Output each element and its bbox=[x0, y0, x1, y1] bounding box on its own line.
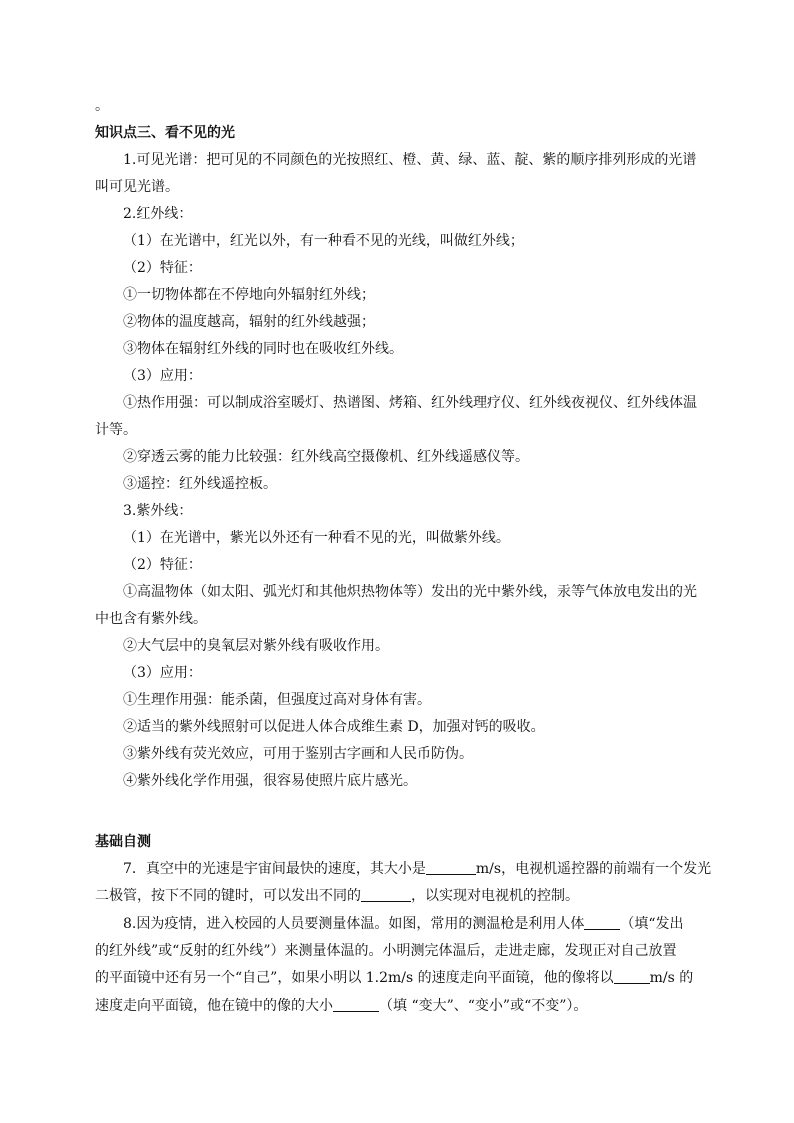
infrared-definition: （1）在光谱中，红光以外，有一种看不见的光线，叫做红外线； bbox=[123, 233, 524, 249]
ultraviolet-features-label: （2）特征： bbox=[123, 557, 202, 573]
infrared-uses-label: （3）应用： bbox=[123, 368, 202, 384]
question-8-line1 bbox=[123, 914, 684, 934]
visible-spectrum-line1: 1.可见光谱：把可见的不同颜色的光按照红、橙、黄、绿、蓝、靛、紫的顺序排列形成的光谱 bbox=[123, 152, 697, 168]
ultraviolet-use-2: ②适当的紫外线照射可以促进人体合成维生素 D，加强对钙的吸收。 bbox=[123, 719, 545, 735]
q7-text-d: ，以实现对电视机的控制。 bbox=[411, 888, 579, 904]
section3-heading: 知识点三、看不见的光 bbox=[95, 125, 235, 141]
ultraviolet-feature-1-line2: 中也含有紫外线。 bbox=[95, 611, 207, 627]
q8-blank-2 bbox=[614, 969, 650, 984]
question-7-line2 bbox=[95, 886, 579, 906]
visible-spectrum-line2: 叫可见光谱。 bbox=[95, 179, 179, 195]
q7-blank-1 bbox=[426, 860, 476, 875]
q8-text-a: 8.因为疫情，进入校园的人员要测量体温。如图，常用的测温枪是利用人体 bbox=[123, 916, 585, 932]
infrared-use-3: ③遥控：红外线遥控板。 bbox=[123, 476, 277, 492]
q8-blank-1 bbox=[584, 915, 620, 930]
q7-text-c: 二极管，按下不同的键时，可以发出不同的 bbox=[95, 888, 361, 904]
ultraviolet-title: 3.紫外线： bbox=[123, 503, 193, 519]
ultraviolet-use-4: ④紫外线化学作用强，很容易使照片底片感光。 bbox=[123, 773, 417, 789]
q7-text-b: m/s，电视机遥控器的前端有一个发光 bbox=[475, 861, 712, 877]
ultraviolet-feature-1-line1: ①高温物体（如太阳、弧光灯和其他炽热物体等）发出的光中紫外线，汞等气体放电发出的光 bbox=[123, 584, 697, 600]
infrared-title: 2.红外线： bbox=[123, 206, 193, 222]
self-test-heading: 基础自测 bbox=[95, 834, 151, 850]
q7-blank-2 bbox=[361, 887, 411, 902]
q8-text-e: 速度走向平面镜，他在镜中的像的大小 bbox=[95, 998, 333, 1014]
infrared-use-2: ②穿透云雾的能力比较强：红外线高空摄像机、红外线遥感仪等。 bbox=[123, 449, 529, 465]
ultraviolet-use-3: ③紫外线有荧光效应，可用于鉴别古字画和人民币防伪。 bbox=[123, 746, 473, 762]
q8-text-d: m/s 的 bbox=[649, 970, 694, 986]
infrared-feature-2: ②物体的温度越高，辐射的红外线越强； bbox=[123, 314, 375, 330]
q7-text-a: 7．真空中的光速是宇宙间最快的速度，其大小是 bbox=[123, 861, 426, 877]
question-8-line4 bbox=[95, 996, 587, 1016]
infrared-feature-1: ①一切物体都在不停地向外辐射红外线； bbox=[123, 287, 375, 303]
question-7-line1 bbox=[123, 859, 711, 879]
ultraviolet-feature-2: ②大气层中的臭氧层对紫外线有吸收作用。 bbox=[123, 638, 389, 654]
ultraviolet-definition: （1）在光谱中，紫光以外还有一种看不见的光，叫做紫外线。 bbox=[123, 530, 510, 546]
ultraviolet-use-1: ①生理作用强：能杀菌，但强度过高对身体有害。 bbox=[123, 692, 431, 708]
q8-text-b: （填“发出 bbox=[620, 916, 684, 932]
question-8-line2: 的红外线”或“反射的红外线”）来测量体温的。小明测完体温后，走进走廊，发现正对自己放置 bbox=[95, 943, 677, 959]
infrared-features-label: （2）特征： bbox=[123, 260, 202, 276]
question-8-line3 bbox=[95, 968, 693, 988]
top-fragment: 。 bbox=[95, 98, 109, 114]
infrared-feature-3: ③物体在辐射红外线的同时也在吸收红外线。 bbox=[123, 341, 403, 357]
q8-text-c: 的平面镜中还有另一个“自己”，如果小明以 1.2m/s 的速度走向平面镜，他的像将以 bbox=[95, 970, 614, 986]
q8-text-f: （填 “变大”、“变小”或“不变”）。 bbox=[379, 998, 588, 1014]
q8-blank-3 bbox=[333, 997, 379, 1012]
infrared-use-1-line2: 计等。 bbox=[95, 422, 137, 438]
infrared-use-1-line1: ①热作用强：可以制成浴室暖灯、热谱图、烤箱、红外线理疗仪、红外线夜视仪、红外线体温 bbox=[123, 395, 697, 411]
ultraviolet-uses-label: （3）应用： bbox=[123, 665, 202, 681]
